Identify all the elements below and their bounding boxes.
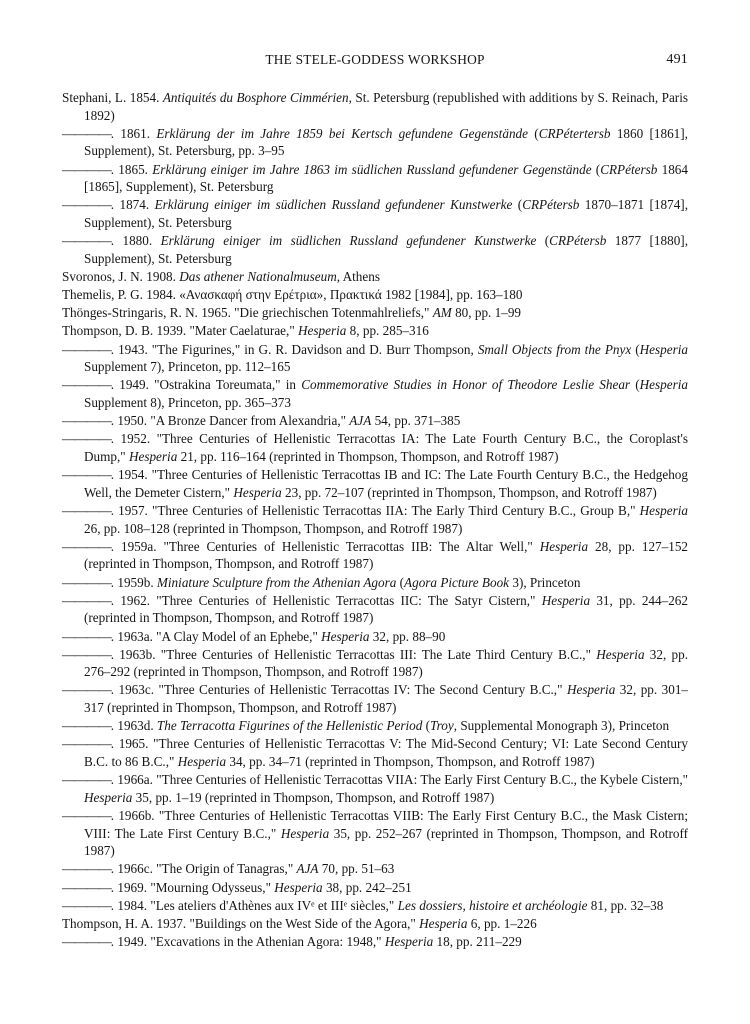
repeat-author-dash: ————	[62, 861, 111, 877]
running-head	[62, 52, 688, 72]
entry-text: . 1943. "The Figurines," in G. R. Davidson and D. Burr Thompson,	[110, 341, 478, 357]
repeat-author-dash: ————	[62, 897, 111, 913]
repeat-author-dash: ————	[62, 467, 111, 483]
bibliography-entry	[62, 304, 688, 322]
entry-title-italic: Les dossiers, histoire et archéologie	[397, 897, 588, 913]
entry-text: 32, pp. 301–317 (reprinted in Thompson, Thompson, and Rotroff 1987)	[84, 682, 689, 716]
entry-title-italic: AM	[432, 305, 452, 321]
entry-text: . 1950. "A Bronze Dancer from Alexandria,"	[110, 413, 350, 429]
bibliography-entry	[62, 860, 688, 878]
entry-text: (	[527, 125, 539, 141]
entry-text: 23, pp. 72–107 (reprinted in Thompson, Thompson, and Rotroff 1987)	[281, 484, 657, 500]
entry-text: Stephani, L. 1854.	[62, 90, 163, 105]
entry-text: . 1965. "Three Centuries of Hellenistic Terracottas V: The Mid-Second Century; VI: Late Second Century B.C. to 86 B.C.,"	[84, 736, 688, 770]
repeat-author-dash: ————	[62, 628, 111, 644]
entry-title-italic: Hesperia	[321, 628, 370, 644]
entry-title-italic: CRPétersb	[600, 161, 658, 177]
entry-title-italic: Erklärung einiger im Jahre 1863 im südlichen Russland gefundener Gegenstände	[152, 161, 592, 177]
entry-title-italic: Antiquités du Bosphore Cimmérien	[162, 90, 349, 105]
entry-text: . 1865.	[110, 161, 153, 177]
entry-text: 28, pp. 127–152 (reprinted in Thompson, Thompson, and Rotroff 1987)	[84, 538, 688, 572]
entry-text: Thompson, D. B. 1939. "Mater Caelaturae,"	[62, 323, 299, 339]
entry-text: Supplement 8), Princeton, pp. 365–373	[84, 395, 291, 411]
entry-text: (	[591, 161, 601, 177]
entry-text: 1870–1871 [1874], Supplement), St. Petersburg	[84, 197, 688, 230]
entry-text: . 1966c. "The Origin of Tanagras,"	[110, 861, 297, 877]
repeat-author-dash: ————	[62, 879, 111, 895]
entry-text: Thompson, H. A. 1937. "Buildings on the West Side of the Agora,"	[62, 915, 420, 931]
bibliography-entry	[62, 717, 688, 735]
entry-text: 35, pp. 1–19 (reprinted in Thompson, Thompson, and Rotroff 1987)	[132, 789, 495, 805]
entry-title-italic: Commemorative Studies in Honor of Theodore Leslie Shear	[301, 377, 631, 393]
bibliography-entry	[62, 89, 688, 124]
entry-title-italic: Hesperia	[639, 502, 688, 518]
entry-text: , Supplemental Monograph 3), Princeton	[453, 718, 670, 734]
entry-text: 35, pp. 252–267 (reprinted in Thompson, Thompson, and Rotroff 1987)	[84, 825, 688, 859]
entry-title-italic: Hesperia	[639, 341, 688, 357]
repeat-author-dash: ————	[62, 592, 111, 608]
bibliography-entry	[62, 232, 688, 267]
entry-text: . 1959b.	[110, 574, 157, 590]
entry-text: 1864 [1865], Supplement), St. Petersburg	[84, 161, 688, 195]
bibliography-entry	[62, 196, 688, 231]
entry-text: . 1966b. "Three Centuries of Hellenistic Terracottas VIIB: The Early First Century B.C., the Mask Cistern; VIII: The Late First Century B.C.,"	[84, 808, 688, 841]
entry-text: 32, pp. 88–90	[369, 628, 446, 644]
entry-text: . 1969. "Mourning Odysseus,"	[110, 879, 275, 895]
running-title: THE STELE-GODDESS WORKSHOP	[265, 52, 485, 67]
entry-title-italic: Miniature Sculpture from the Athenian Agora	[156, 574, 397, 590]
entry-text: 26, pp. 108–128 (reprinted in Thompson, Thompson, and Rotroff 1987)	[84, 520, 463, 536]
repeat-author-dash: ————	[62, 161, 111, 177]
entry-text: 21, pp. 116–164 (reprinted in Thompson, Thompson, and Rotroff 1987)	[177, 449, 559, 464]
entry-title-italic: Das athener Nationalmuseum	[179, 268, 337, 284]
entry-text: (	[631, 341, 640, 357]
repeat-author-dash: ————	[62, 718, 111, 734]
repeat-author-dash: ————	[62, 125, 111, 141]
entry-title-italic: CRPétersb	[522, 197, 580, 213]
bibliography-entry	[62, 161, 688, 196]
entry-text: . 1952. "Three Centuries of Hellenistic Terracottas IA: The Late Fourth Century B.C., the Coroplast's Dump,"	[84, 431, 688, 464]
entry-title-italic: Hesperia	[84, 789, 133, 805]
entry-text: Svoronos, J. N. 1908.	[62, 268, 180, 284]
entry-title-italic: CRPétertersb	[538, 125, 611, 141]
entry-text: . 1949. "Excavations in the Athenian Agora: 1948,"	[110, 934, 385, 950]
entry-title-italic: CRPétersb	[549, 233, 607, 249]
repeat-author-dash: ————	[62, 431, 111, 447]
bibliography-entry	[62, 681, 688, 716]
bibliography-entry	[62, 341, 688, 376]
entry-text: , Athens	[336, 268, 380, 284]
entry-title-italic: Erklärung der im Jahre 1859 bei Kertsch gefundene Gegenstände	[156, 125, 528, 141]
entry-text: . 1963d.	[110, 718, 157, 734]
entry-title-italic: AJA	[349, 413, 372, 429]
entry-text: (	[536, 233, 550, 249]
entry-title-italic: Hesperia	[233, 484, 282, 500]
entry-title-italic: Erklärung einiger im südlichen Russland gefundener Kunstwerke	[160, 233, 537, 249]
entry-text: 1860 [1861], Supplement), St. Petersburg, pp. 3–95	[84, 125, 688, 159]
entry-text: 34, pp. 34–71 (reprinted in Thompson, Thompson, and Rotroff 1987)	[226, 754, 595, 770]
bibliography-entry	[62, 502, 688, 537]
bibliography-entry	[62, 646, 688, 681]
bibliography-entry	[62, 897, 688, 915]
entry-text: 70, pp. 51–63	[318, 861, 395, 877]
bibliography-entry	[62, 430, 688, 465]
entry-text: (	[396, 574, 405, 590]
bibliography-entry	[62, 574, 688, 592]
entry-text: . 1874.	[110, 197, 155, 213]
repeat-author-dash: ————	[62, 934, 111, 950]
repeat-author-dash: ————	[62, 736, 111, 752]
entry-title-italic: Hesperia	[566, 682, 616, 698]
entry-title-italic: Hesperia	[539, 538, 589, 554]
entry-text: , St. Petersburg (republished with additions by S. Reinach, Paris 1892)	[84, 90, 688, 123]
entry-title-italic: Hesperia	[177, 754, 227, 770]
entry-text: 81, pp. 32–38	[587, 897, 664, 913]
entry-title-italic: Erklärung einiger im südlichen Russland gefundener Kunstwerke	[154, 197, 513, 213]
entry-text: . 1880.	[110, 233, 161, 249]
repeat-author-dash: ————	[62, 413, 111, 429]
bibliography-entry	[62, 322, 688, 340]
bibliography-entry	[62, 538, 688, 573]
repeat-author-dash: ————	[62, 197, 111, 213]
entry-text: . 1963b. "Three Centuries of Hellenistic Terracottas III: The Late Third Century B.C.,"	[110, 646, 597, 662]
entry-text: Thönges-Stringaris, R. N. 1965. "Die griechischen Totenmahlreliefs,"	[62, 305, 433, 321]
repeat-author-dash: ————	[62, 233, 111, 249]
entry-title-italic: Hesperia	[541, 592, 591, 608]
entry-title-italic: Hesperia	[274, 879, 323, 895]
bibliography-entry	[62, 879, 688, 897]
entry-text: . 1949. "Ostrakina Toreumata," in	[110, 377, 302, 393]
repeat-author-dash: ————	[62, 538, 111, 554]
entry-title-italic: AJA	[296, 861, 319, 877]
bibliography-entry	[62, 592, 688, 627]
entry-title-italic: The Terracotta Figurines of the Hellenistic Period	[156, 718, 423, 734]
entry-title-italic: Hesperia	[128, 449, 178, 464]
repeat-author-dash: ————	[62, 341, 111, 357]
entry-title-italic: Troy	[430, 718, 454, 734]
entry-text: . 1962. "Three Centuries of Hellenistic Terracottas IIC: The Satyr Cistern,"	[110, 592, 542, 608]
entry-title-italic: Agora Picture Book	[404, 574, 510, 590]
entry-title-italic: Hesperia	[298, 323, 347, 339]
repeat-author-dash: ————	[62, 377, 111, 393]
entry-text: 1877 [1880], Supplement), St. Petersburg	[84, 233, 688, 266]
bibliography-entry	[62, 915, 688, 933]
entry-text: (	[630, 377, 640, 393]
entry-text: . 1954. "Three Centuries of Hellenistic Terracottas IB and IC: The Late Fourth Century B.C., the Hedgehog Well, the Demeter Cistern,"	[84, 467, 688, 500]
entry-text: 32, pp. 276–292 (reprinted in Thompson, Thompson, and Rotroff 1987)	[84, 646, 688, 680]
entry-title-italic: Hesperia	[280, 825, 330, 841]
entry-text: . 1966a. "Three Centuries of Hellenistic Terracottas VIIA: The Early First Century B.C., the Kybele Cistern,"	[110, 772, 688, 788]
repeat-author-dash: ————	[62, 772, 111, 788]
entry-text: Supplement 7), Princeton, pp. 112–165	[84, 359, 291, 375]
repeat-author-dash: ————	[62, 646, 111, 662]
repeat-author-dash: ————	[62, 808, 111, 823]
entry-text: 18, pp. 211–229	[433, 934, 522, 950]
bibliography-entry	[62, 412, 688, 430]
bibliography-entry	[62, 933, 688, 951]
entry-title-italic: Hesperia	[384, 934, 434, 950]
bibliography-entry	[62, 628, 688, 646]
entry-text: . 1861.	[110, 125, 157, 141]
entry-text: . 1963a. "A Clay Model of an Ephebe,"	[110, 628, 322, 644]
bibliography-entry	[62, 125, 688, 160]
entry-text: . 1984. "Les ateliers d'Athènes aux IVᵉ et IIIᵉ siècles,"	[110, 897, 398, 913]
entry-text: 8, pp. 285–316	[346, 323, 429, 339]
bibliography-entry	[62, 268, 688, 286]
entry-title-italic: Small Objects from the Pnyx	[477, 341, 632, 357]
repeat-author-dash: ————	[62, 682, 111, 698]
bibliography-entry	[62, 807, 688, 860]
entry-text: Themelis, P. G. 1984. «Ανασκαφή στην Ερέτρια», Πρακτικά 1982 [1984], pp. 163–180	[62, 287, 523, 303]
entry-text: 3), Princeton	[509, 574, 581, 590]
entry-text: 31, pp. 244–262 (reprinted in Thompson, Thompson, and Rotroff 1987)	[84, 592, 688, 626]
entry-text: . 1959a. "Three Centuries of Hellenistic Terracottas IIB: The Altar Well,"	[110, 538, 540, 554]
entry-title-italic: Hesperia	[596, 646, 645, 662]
bibliography-entry	[62, 286, 688, 304]
entry-text: 80, pp. 1–99	[451, 305, 521, 321]
bibliography-entry	[62, 466, 688, 501]
entry-text: 6, pp. 1–226	[467, 915, 537, 931]
entry-text: . 1963c. "Three Centuries of Hellenistic Terracottas IV: The Second Century B.C.,"	[110, 682, 567, 698]
entry-title-italic: Hesperia	[419, 915, 468, 931]
entry-text: . 1957. "Three Centuries of Hellenistic Terracottas IIA: The Early Third Century B.C., Group B,"	[110, 502, 640, 518]
bibliography-list	[62, 89, 688, 951]
entry-text: 38, pp. 242–251	[322, 879, 412, 895]
bibliography-entry	[62, 771, 688, 806]
bibliography-entry	[62, 376, 688, 411]
bibliography-entry	[62, 735, 688, 770]
repeat-author-dash: ————	[62, 502, 111, 518]
page-number: 491	[666, 52, 688, 67]
entry-text: (	[512, 197, 523, 213]
entry-text: (	[422, 718, 431, 734]
repeat-author-dash: ————	[62, 574, 111, 590]
entry-text: 54, pp. 371–385	[371, 413, 461, 429]
entry-title-italic: Hesperia	[639, 377, 688, 393]
